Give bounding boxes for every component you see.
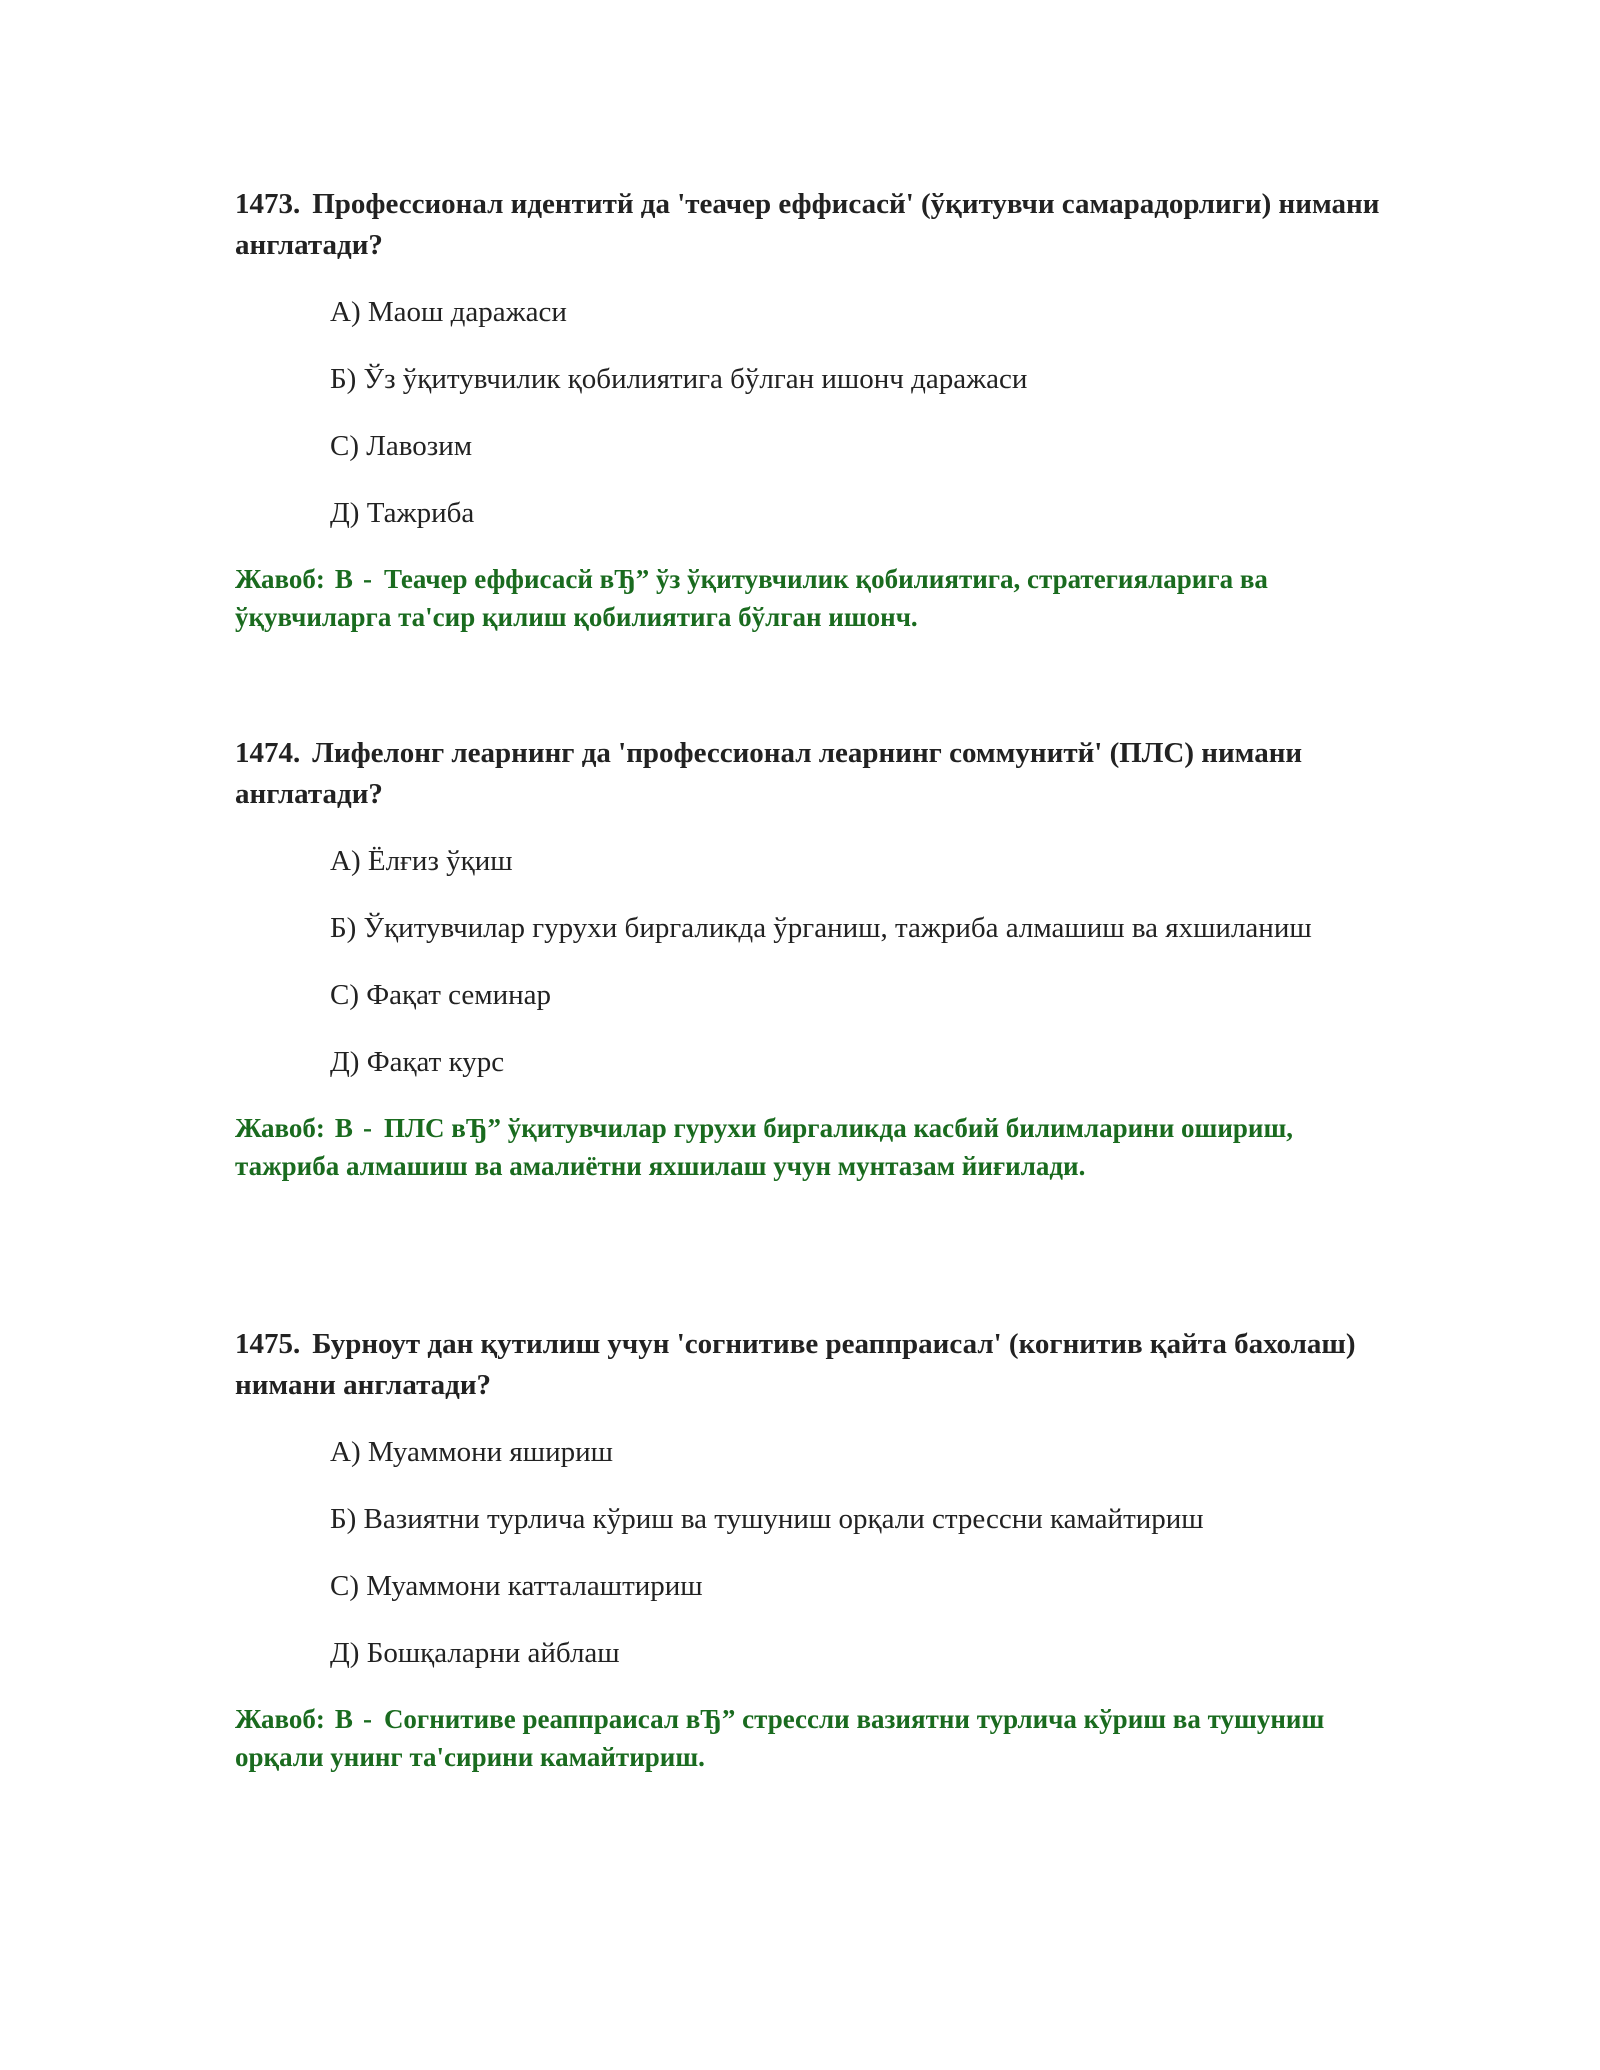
answer-dash: - [362, 1704, 372, 1734]
option-d: Д) Фақат курс [330, 1046, 505, 1078]
answer-text: Теачер еффисасй вЂ” ўз ўқитувчилик қобилиятига, стратегияларига ва ўқувчиларга та'сир қилиш қобилиятига бўлган ишонч. [235, 564, 1268, 632]
answer [235, 1109, 1385, 1185]
question-title [235, 184, 1385, 266]
option-d: Д) Тажриба [330, 497, 475, 529]
option-a: А) Маош даражаси [330, 296, 567, 328]
answer-label: Жавоб: [235, 1704, 325, 1734]
question-text: Профессионал идентитй да 'теачер еффисасй' (ўқитувчи самарадорлиги) нимани англатади? [235, 188, 1380, 261]
question-number: 1473. [235, 188, 301, 220]
question-1475 [235, 1324, 1385, 1776]
answer-text: Согнитиве реаппраисал вЂ” стрессли вазиятни турлича кўриш ва тушуниш орқали унинг та'сирини камайтириш. [235, 1704, 1325, 1772]
option-c: С) Фақат семинар [330, 979, 552, 1011]
option-a: А) Муаммони яшириш [330, 1436, 613, 1468]
question-title [235, 733, 1385, 815]
answer-label: Жавоб: [235, 564, 325, 594]
options-list [235, 1432, 1385, 1674]
options-list [235, 841, 1385, 1083]
option-a: А) Ёлғиз ўқиш [330, 845, 513, 877]
question-1474 [235, 733, 1385, 1185]
answer-label: Жавоб: [235, 1113, 325, 1143]
answer-letter: В [334, 1704, 353, 1734]
answer-dash: - [362, 1113, 372, 1143]
option-b: Б) Вазиятни турлича кўриш ва тушуниш орқали стрессни камайтириш [330, 1503, 1204, 1535]
question-1473 [235, 184, 1385, 636]
question-text: Бурноут дан қутилиш учун 'согнитиве реаппраисал' (когнитив қайта бахолаш) нимани англатади? [235, 1328, 1356, 1401]
option-b: Б) Ўз ўқитувчилик қобилиятига бўлган ишонч даражаси [330, 363, 1028, 395]
answer-letter: В [334, 1113, 353, 1143]
options-list [235, 292, 1385, 534]
answer [235, 560, 1385, 636]
question-text: Лифелонг леарнинг да 'профессионал леарнинг соммунитй' (ПЛС) нимани англатади? [235, 737, 1303, 810]
option-d: Д) Бошқаларни айблаш [330, 1637, 620, 1669]
answer [235, 1700, 1385, 1776]
answer-dash: - [362, 564, 372, 594]
answer-letter: В [334, 564, 353, 594]
answer-text: ПЛС вЂ” ўқитувчилар гурухи биргаликда касбий билимларини ошириш, тажриба алмашиш ва амалиётни яхшилаш учун мунтазам йиғилади. [235, 1113, 1293, 1181]
question-title [235, 1324, 1385, 1406]
question-number: 1474. [235, 737, 301, 769]
option-c: С) Лавозим [330, 430, 473, 462]
option-c: С) Муаммони катталаштириш [330, 1570, 703, 1602]
question-number: 1475. [235, 1328, 301, 1360]
option-b: Б) Ўқитувчилар гурухи биргаликда ўрганиш, тажриба алмашиш ва яхшиланиш [330, 912, 1312, 944]
